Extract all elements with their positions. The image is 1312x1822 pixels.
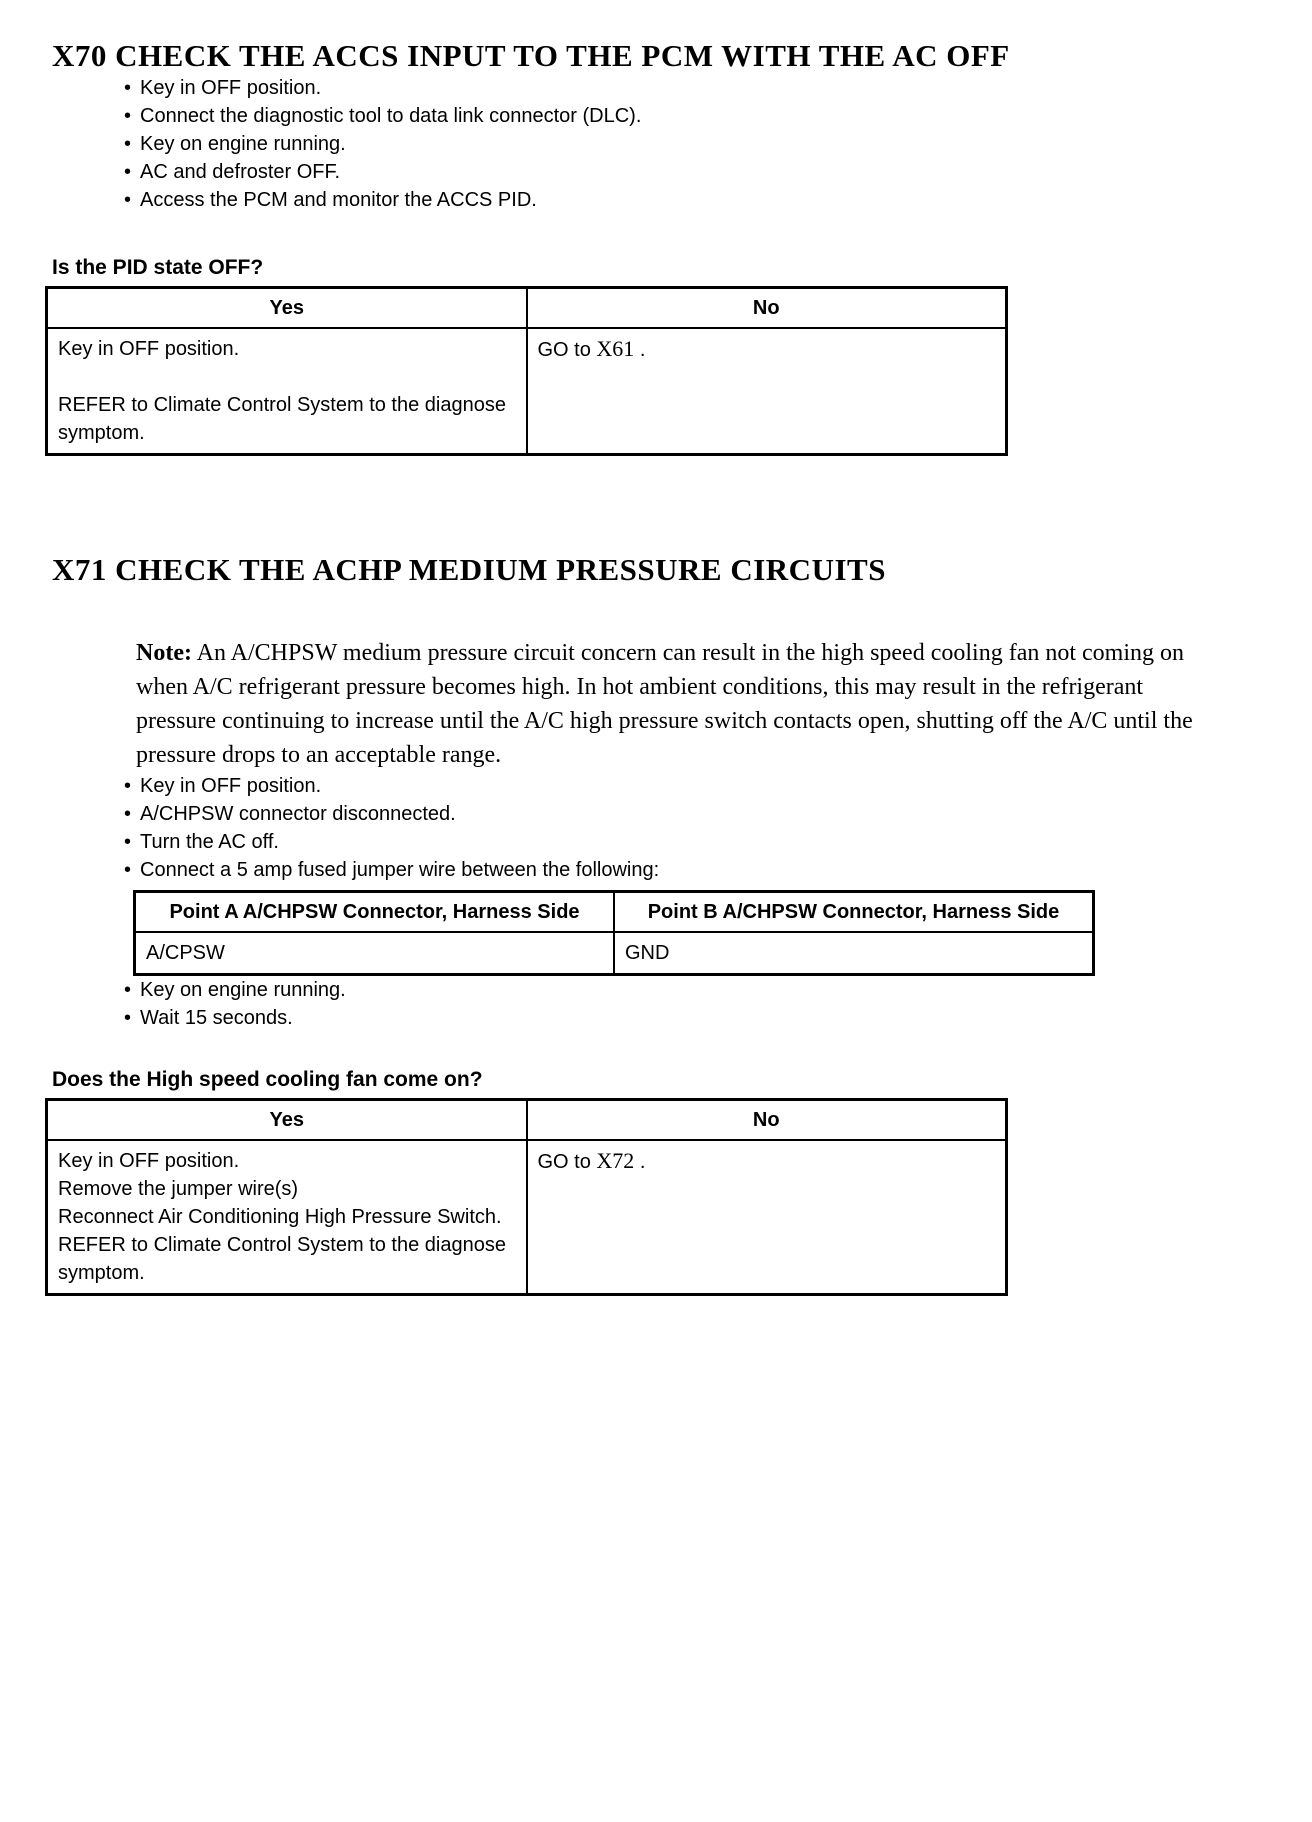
table-row [135,932,1094,975]
x70-decision-table [45,286,1008,456]
x71-decision-table [45,1098,1008,1296]
x70-yes-line: Key in OFF position. [58,338,240,360]
section-x70-title: X70 CHECK THE ACCS INPUT TO THE PCM WITH THE AC OFF [52,38,1010,73]
jumper-table-header-point-b: Point B A/CHPSW Connector, Harness Side [614,892,1094,933]
x71-question: Does the High speed cooling fan come on? [52,1068,483,1091]
x70-question: Is the PID state OFF? [52,256,264,279]
x70-goto-suffix: . [634,339,646,361]
x71-note [136,636,1200,772]
x71-goto-text: GO to [537,1151,597,1173]
table-row [47,1140,1007,1295]
bullet-item: • Turn the AC off. [124,828,1260,856]
x71-table-header-no: No [527,1100,1007,1141]
x71-no-cell [527,1140,1007,1295]
table-row [47,328,1007,455]
x71-jumper-wire-table [133,890,1095,976]
jumper-point-b-cell: GND [614,932,1094,975]
bullet-item: • Connect a 5 amp fused jumper wire between the following: [124,856,1260,884]
x71-yes-line: REFER to Climate Control System to the diagnose symptom. [58,1234,506,1284]
x70-yes-line: REFER to Climate Control System to the diagnose symptom. [58,394,506,444]
x70-no-cell [527,328,1007,455]
x71-yes-line: Remove the jumper wire(s) [58,1178,299,1200]
cell-blank-line [58,363,516,391]
x70-table-header-no: No [527,288,1007,329]
x71-goto-suffix: . [634,1151,646,1173]
jumper-point-a-cell: A/CPSW [135,932,615,975]
bullet-item: • Wait 15 seconds. [124,1004,1260,1032]
bullet-item: • Access the PCM and monitor the ACCS PID. [124,186,1260,214]
x70-bullet-list [52,74,1260,214]
jumper-table-header-point-a: Point A A/CHPSW Connector, Harness Side [135,892,615,933]
x71-yes-line: Reconnect Air Conditioning High Pressure Switch. [58,1206,502,1228]
x70-goto-text: GO to [537,339,597,361]
x71-bullet-list-2 [52,976,1260,1032]
x71-yes-line: Key in OFF position. [58,1150,240,1172]
bullet-item: • Key in OFF position. [124,74,1260,102]
bullet-item: • Key in OFF position. [124,772,1260,800]
note-text: An A/CHPSW medium pressure circuit concern can result in the high speed cooling fan not coming on when A/C refrigerant pressure becomes high. In hot ambient conditions, this may result in the refrigerant pressure continuing to increase until the A/C high pressure switch contacts open, shutting off the A/C until the pressure drops to an acceptable range. [136,640,1193,768]
section-x71-title: X71 CHECK THE ACHP MEDIUM PRESSURE CIRCUITS [52,552,886,587]
x70-table-header-yes: Yes [47,288,527,329]
x70-goto-ref: X61 [596,336,635,361]
note-label: Note: [136,640,192,666]
x70-yes-cell [47,328,527,455]
bullet-item: • A/CHPSW connector disconnected. [124,800,1260,828]
bullet-item: • Connect the diagnostic tool to data link connector (DLC). [124,102,1260,130]
bullet-item: • Key on engine running. [124,976,1260,1004]
x71-goto-ref: X72 [596,1148,635,1173]
bullet-item: • AC and defroster OFF. [124,158,1260,186]
x71-yes-cell [47,1140,527,1295]
x71-table-header-yes: Yes [47,1100,527,1141]
bullet-item: • Key on engine running. [124,130,1260,158]
x71-bullet-list-1 [52,772,1260,884]
